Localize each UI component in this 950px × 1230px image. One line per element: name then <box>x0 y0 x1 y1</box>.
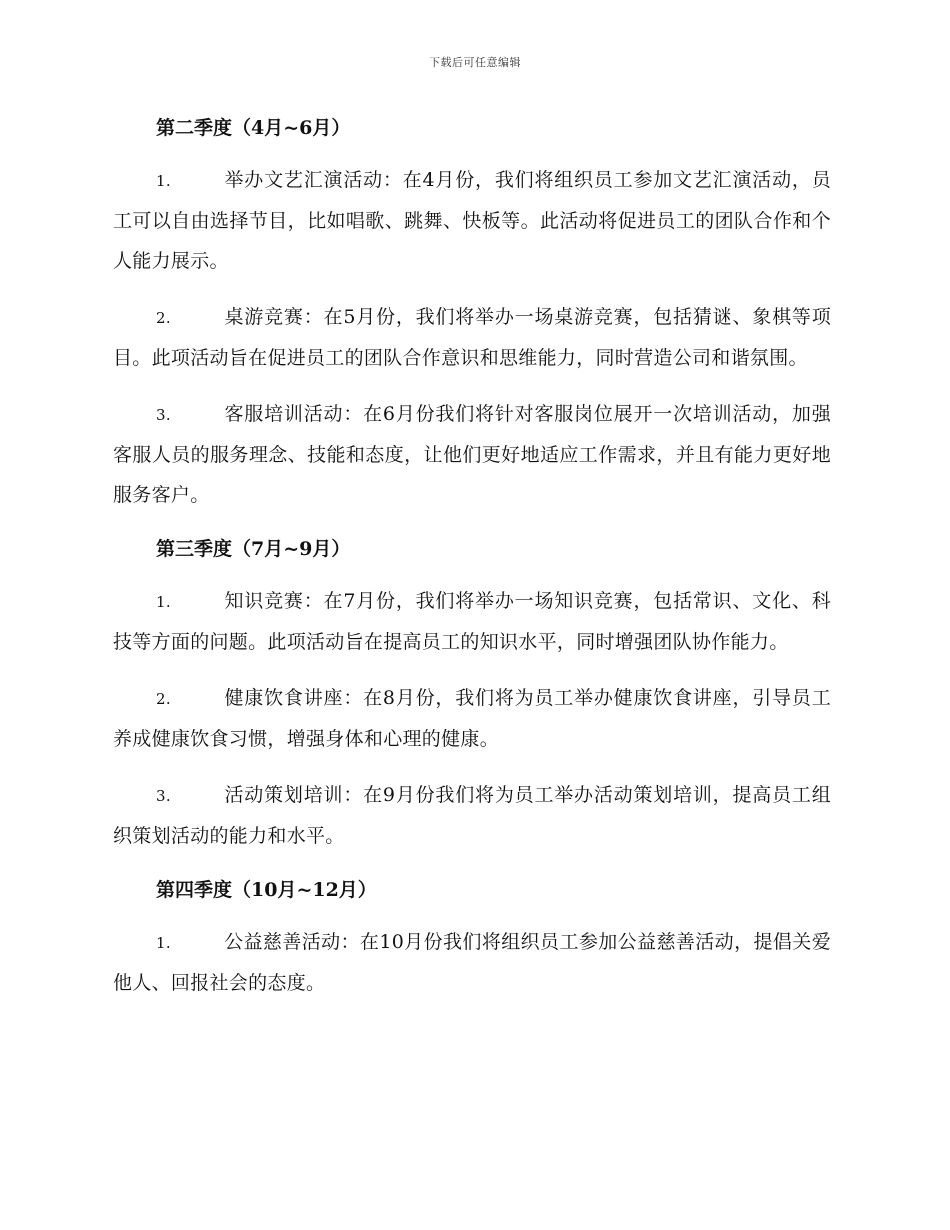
section-title: 第二季度（4月~6月） <box>156 117 351 139</box>
document-content <box>113 110 831 1019</box>
header-note: 下载后可任意编辑 <box>429 56 521 69</box>
section-q3 <box>113 531 831 856</box>
list-item <box>113 678 831 759</box>
item-number: 3. <box>156 406 171 424</box>
list-item <box>113 581 831 662</box>
list-item <box>113 297 831 378</box>
item-text: 客服培训活动：在6月份我们将针对客服岗位展开一次培训活动，加强客服人员的服务理念、技能和态度，让他们更好地适应工作需求，并且有能力更好地服务客户。 <box>113 403 831 506</box>
list-item <box>113 775 831 856</box>
list-item <box>113 922 831 1003</box>
section-q2 <box>113 110 831 515</box>
item-number: 1. <box>156 934 171 952</box>
section-title: 第三季度（7月~9月） <box>156 538 351 560</box>
item-text: 桌游竞赛：在5月份，我们将举办一场桌游竞赛，包括猜谜、象棋等项目。此项活动旨在促进员工的团队合作意识和思维能力，同时营造公司和谐氛围。 <box>113 306 831 369</box>
item-number: 1. <box>156 172 171 190</box>
item-text: 举办文艺汇演活动：在4月份，我们将组织员工参加文艺汇演活动，员工可以自由选择节目，比如唱歌、跳舞、快板等。此活动将促进员工的团队合作和个人能力展示。 <box>113 169 831 272</box>
item-text: 健康饮食讲座：在8月份，我们将为员工举办健康饮食讲座，引导员工养成健康饮食习惯，增强身体和心理的健康。 <box>113 687 831 750</box>
section-title: 第四季度（10月~12月） <box>156 879 377 901</box>
list-item <box>113 394 831 515</box>
item-number: 1. <box>156 593 171 611</box>
item-number: 3. <box>156 787 171 805</box>
item-text: 活动策划培训：在9月份我们将为员工举办活动策划培训，提高员工组织策划活动的能力和水平。 <box>113 784 831 847</box>
item-number: 2. <box>156 690 171 708</box>
item-text: 知识竞赛：在7月份，我们将举办一场知识竞赛，包括常识、文化、科技等方面的问题。此项活动旨在提高员工的知识水平，同时增强团队协作能力。 <box>113 590 831 653</box>
item-text: 公益慈善活动：在10月份我们将组织员工参加公益慈善活动，提倡关爱他人、回报社会的态度。 <box>113 931 831 994</box>
section-q4 <box>113 872 831 1003</box>
item-number: 2. <box>156 309 171 327</box>
list-item <box>113 160 831 281</box>
